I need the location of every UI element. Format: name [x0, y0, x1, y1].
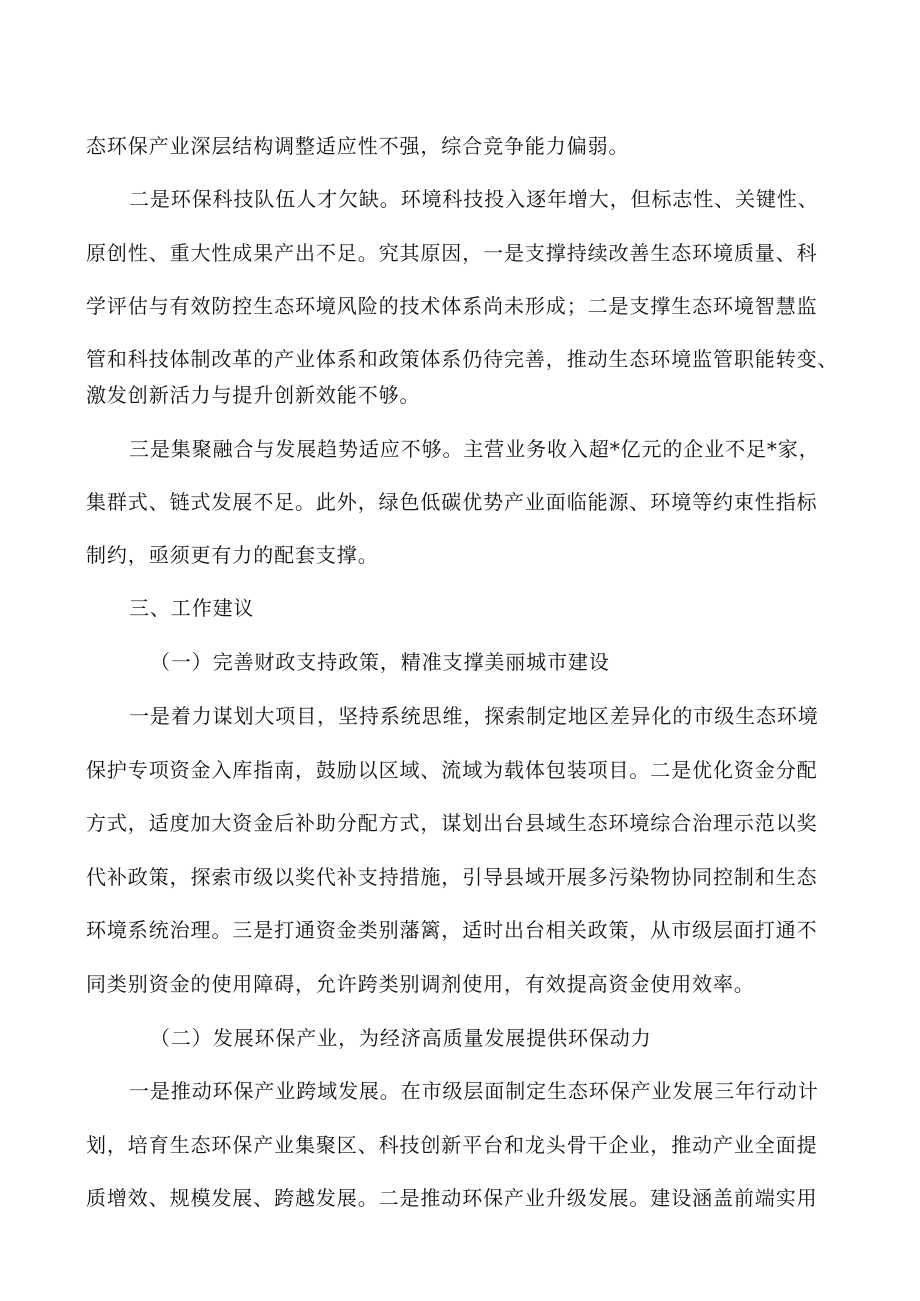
text-line: 态环保产业深层结构调整适应性不强，综合竞争能力偏弱。 [86, 134, 630, 158]
paragraph-start-line: 三是集聚融合与发展趋势适应不够。主营业务收入超*亿元的企业不足*家， [129, 437, 820, 461]
text-line: 激发创新活力与提升创新效能不够。 [86, 383, 421, 407]
text-line: 方式，适度加大资金后补助分配方式，谋划出台县域生态环境综合治理示范以奖 [86, 811, 818, 835]
text-line: 质增效、规模发展、跨越发展。二是推动环保产业升级发展。建设涵盖前端实用 [86, 1186, 818, 1210]
text-line: 学评估与有效防控生态环境风险的技术体系尚未形成；二是支撑生态环境智慧监 [86, 294, 818, 318]
text-line: 同类别资金的使用障碍，允许跨类别调剂使用，有效提高资金使用效率。 [86, 972, 755, 996]
text-line: 环境系统治理。三是打通资金类别藩篱，适时出台相关政策，从市级层面打通不 [86, 918, 818, 942]
section-heading: 三、工作建议 [129, 596, 255, 620]
subsection-heading: （二）发展环保产业，为经济高质量发展提供环保动力 [150, 1026, 652, 1050]
paragraph-start-line: 一是推动环保产业跨域发展。在市级层面制定生态环保产业发展三年行动计 [129, 1079, 819, 1103]
paragraph-start-line: 二是环保科技队伍人才欠缺。环境科技投入逐年增大，但标志性、关键性、 [129, 187, 819, 211]
text-line: 保护专项资金入库指南，鼓励以区域、流域为载体包装项目。二是优化资金分配 [86, 758, 818, 782]
paragraph-start-line: 一是着力谋划大项目，坚持系统思维，探索制定地区差异化的市级生态环境 [129, 704, 819, 728]
text-line: 制约，亟须更有力的配套支撑。 [86, 543, 379, 567]
text-line: 划，培育生态环保产业集聚区、科技创新平台和龙头骨干企业，推动产业全面提 [86, 1133, 818, 1157]
text-line: 原创性、重大性成果产出不足。究其原因，一是支撑持续改善生态环境质量、科 [86, 241, 818, 265]
text-line: 管和科技体制改革的产业体系和政策体系仍待完善，推动生态环境监管职能转变、 [86, 347, 839, 371]
subsection-heading: （一）完善财政支持政策，精准支撑美丽城市建设 [150, 650, 610, 674]
text-line: 集群式、链式发展不足。此外，绿色低碳优势产业面临能源、环境等约束性指标 [86, 490, 818, 514]
text-line: 代补政策，探索市级以奖代补支持措施，引导县域开展多污染物协同控制和生态 [86, 865, 818, 889]
